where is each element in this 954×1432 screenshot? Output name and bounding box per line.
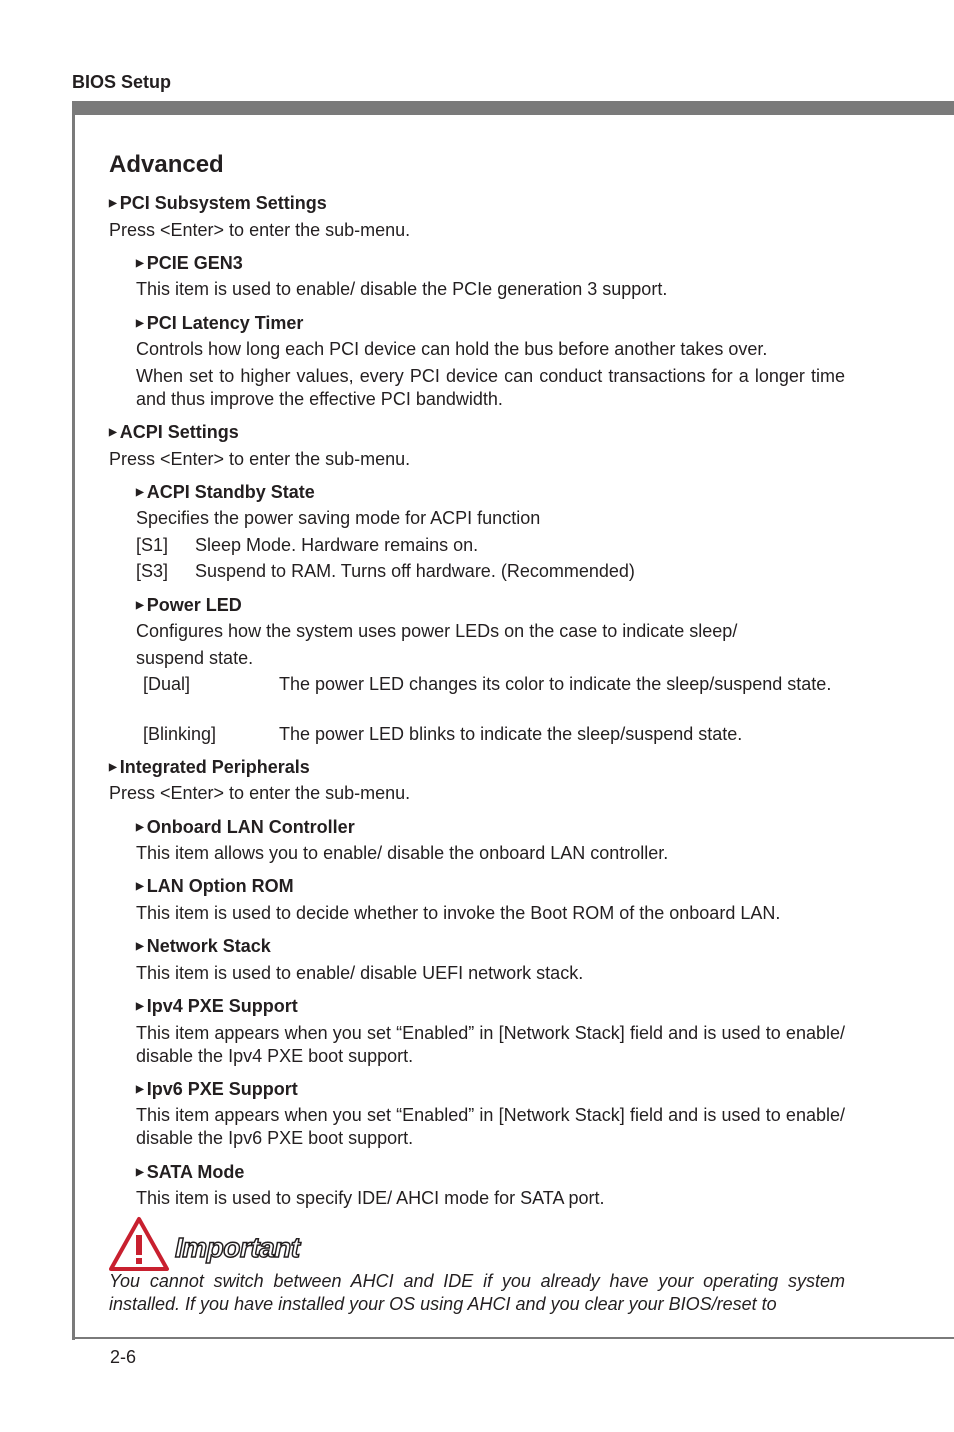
section-desc-acpi: Press <Enter> to enter the sub-menu. — [109, 449, 411, 469]
option-key: [S1] — [136, 535, 169, 555]
triangle-bullet-icon: ▶ — [136, 941, 144, 952]
header-label: BIOS Setup — [72, 72, 172, 92]
triangle-bullet-icon: ▶ — [136, 881, 144, 892]
item-desc-pci-latency-2: When set to higher values, every PCI device can conduct transactions for a longer time and thus improve the effective PCI bandwidth. — [136, 366, 845, 409]
item-desc-pcie-gen3: This item is used to enable/ disable the PCIe generation 3 support. — [136, 279, 668, 299]
item-desc-power-led-2: suspend state. — [136, 648, 254, 668]
section-heading-acpi: ▶ ACPI Settings — [109, 422, 239, 442]
item-heading-ipv6: ▶ Ipv6 PXE Support — [136, 1079, 298, 1099]
item-desc-ipv4: This item appears when you set “Enabled” in [Network Stack] field and is used to enable/ disable the Ipv4 PXE boot support. — [136, 1023, 845, 1066]
important-text: You cannot switch between AHCI and IDE if you already have your operating system installed. If you have installed your OS using AHCI and you clear your BIOS/reset to — [109, 1271, 845, 1314]
section-desc-integrated: Press <Enter> to enter the sub-menu. — [109, 783, 411, 803]
item-heading-lan-rom: ▶ LAN Option ROM — [136, 876, 294, 896]
triangle-bullet-icon: ▶ — [136, 258, 144, 269]
item-desc-network-stack: This item is used to enable/ disable UEFI network stack. — [136, 963, 584, 983]
triangle-bullet-icon: ▶ — [109, 198, 117, 209]
option-text: The power LED blinks to indicate the sleep/suspend state. — [279, 724, 743, 744]
section-heading-pci: ▶ PCI Subsystem Settings — [109, 193, 327, 213]
triangle-bullet-icon: ▶ — [136, 600, 144, 611]
option-text: The power LED changes its color to indicate the sleep/suspend state. — [279, 674, 832, 694]
item-heading-network-stack: ▶ Network Stack — [136, 936, 271, 956]
option-key: [Dual] — [143, 674, 191, 694]
item-desc-ipv6: This item appears when you set “Enabled” in [Network Stack] field and is used to enable/ disable the Ipv6 PXE boot support. — [136, 1105, 845, 1148]
triangle-bullet-icon: ▶ — [109, 427, 117, 438]
item-desc-lan-rom: This item is used to decide whether to invoke the Boot ROM of the onboard LAN. — [136, 903, 781, 923]
item-heading-ipv4: ▶ Ipv4 PXE Support — [136, 996, 298, 1016]
option-text: Suspend to RAM. Turns off hardware. (Recommended) — [195, 561, 635, 581]
option-text: Sleep Mode. Hardware remains on. — [195, 535, 479, 555]
item-desc-power-led-1: Configures how the system uses power LEDs on the case to indicate sleep/ — [136, 621, 738, 641]
item-desc-sata: This item is used to specify IDE/ AHCI mode for SATA port. — [136, 1188, 605, 1208]
item-desc-onboard-lan: This item allows you to enable/ disable the onboard LAN controller. — [136, 843, 669, 863]
triangle-bullet-icon: ▶ — [136, 1084, 144, 1095]
item-desc-pci-latency-1: Controls how long each PCI device can hold the bus before another takes over. — [136, 339, 768, 359]
item-heading-onboard-lan: ▶ Onboard LAN Controller — [136, 817, 355, 837]
item-heading-acpi-standby: ▶ ACPI Standby State — [136, 482, 315, 502]
item-desc-acpi-standby: Specifies the power saving mode for ACPI function — [136, 508, 541, 528]
page-number: 2-6 — [110, 1347, 137, 1367]
page-title: Advanced — [109, 151, 224, 178]
triangle-bullet-icon: ▶ — [109, 762, 117, 773]
item-heading-pci-latency: ▶ PCI Latency Timer — [136, 313, 304, 333]
section-heading-integrated: ▶ Integrated Peripherals — [109, 757, 310, 777]
triangle-bullet-icon: ▶ — [136, 1167, 144, 1178]
triangle-bullet-icon: ▶ — [136, 318, 144, 329]
triangle-bullet-icon: ▶ — [136, 487, 144, 498]
item-heading-pcie-gen3: ▶ PCIE GEN3 — [136, 253, 243, 273]
warning-triangle-icon — [108, 1216, 170, 1272]
item-heading-power-led: ▶ Power LED — [136, 595, 242, 615]
option-key: [S3] — [136, 561, 169, 581]
section-desc-pci: Press <Enter> to enter the sub-menu. — [109, 220, 411, 240]
triangle-bullet-icon: ▶ — [136, 822, 144, 833]
triangle-bullet-icon: ▶ — [136, 1001, 144, 1012]
option-key: [Blinking] — [143, 724, 217, 744]
important-title: Important — [175, 1232, 300, 1263]
item-heading-sata: ▶ SATA Mode — [136, 1162, 245, 1182]
